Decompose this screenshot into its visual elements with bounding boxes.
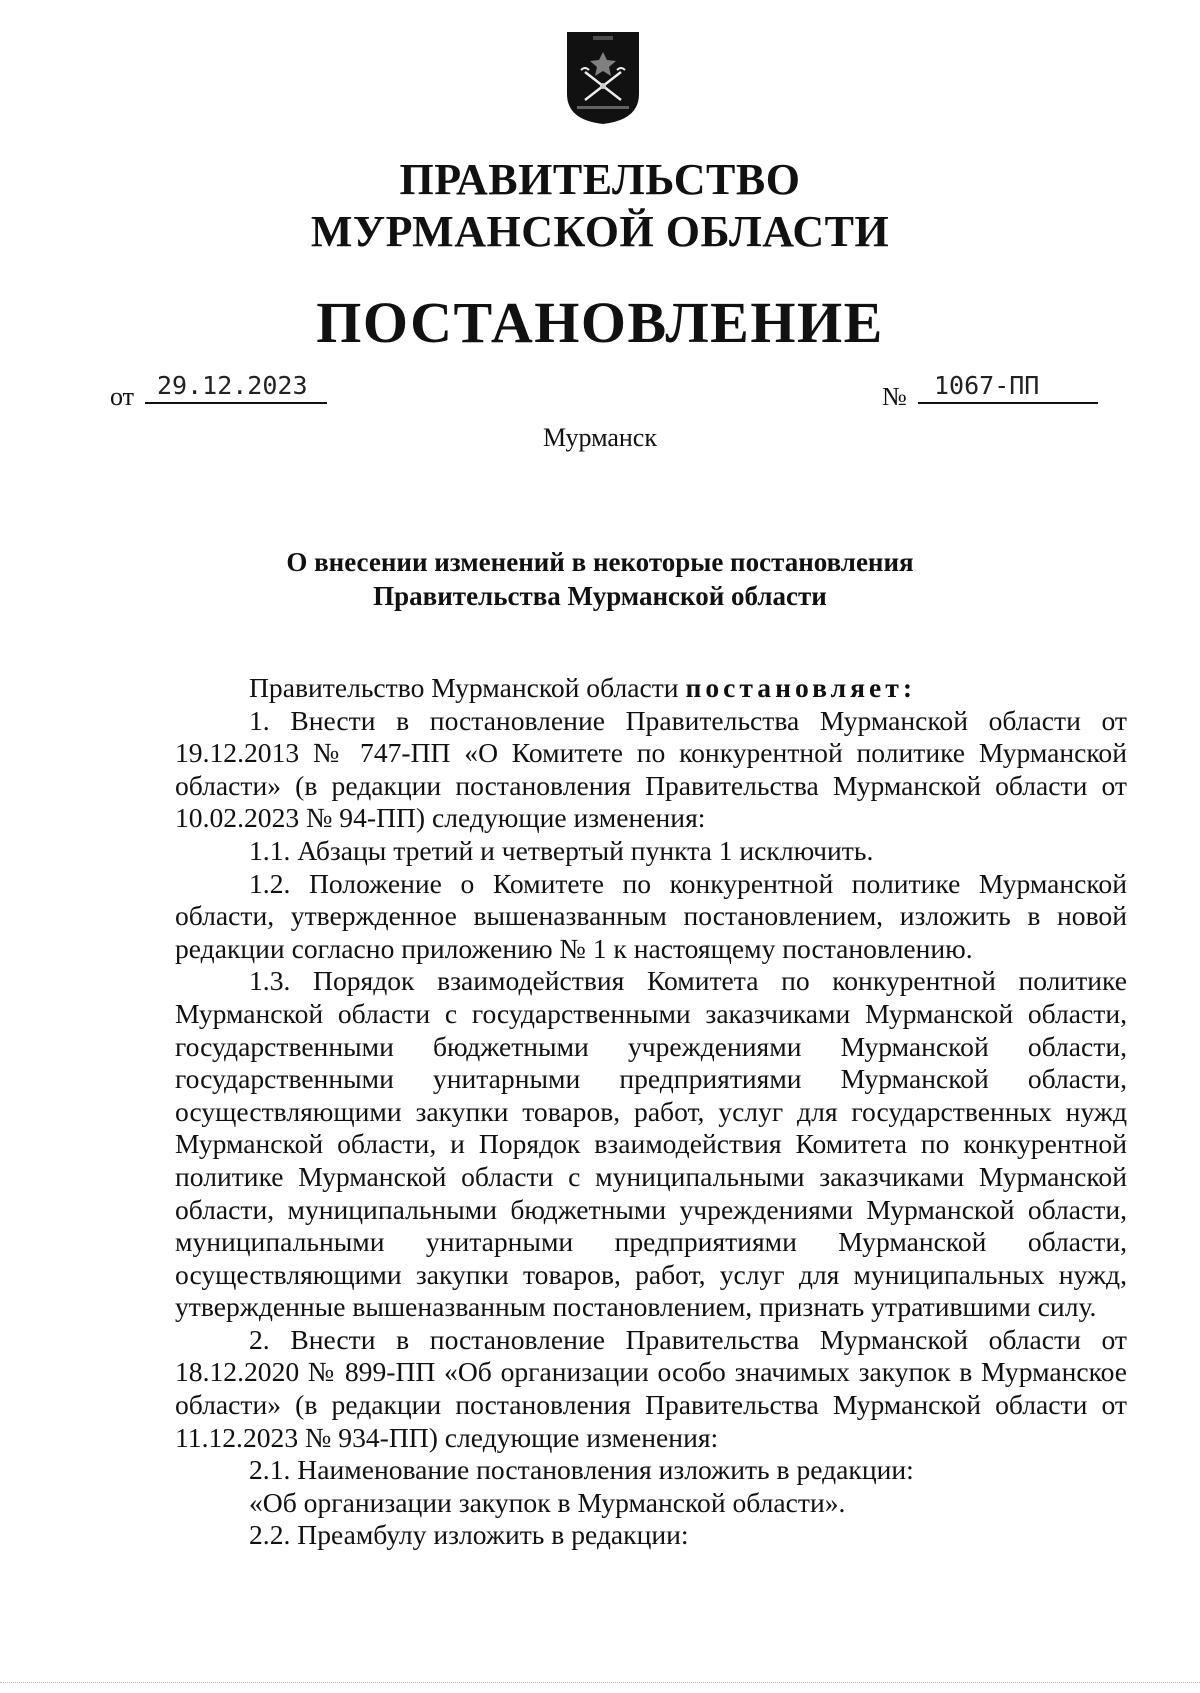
organization-name-line2: МУРМАНСКОЙ ОБЛАСТИ xyxy=(310,207,890,256)
paragraph-2-2: 2.2. Преамбулу изложить в редакции: xyxy=(249,1519,689,1551)
intro-paragraph xyxy=(175,672,1127,705)
date-label: от xyxy=(110,382,135,411)
document-date: 29.12.2023 xyxy=(145,368,327,404)
paragraph-1-3: 1.3. Порядок взаимодействия Комитета по конкурентной политике Мурманской области с государственными заказчиками Мурманской области, государственными бюджетными учреждениями Мурманской области, государственными унитарными предприятиями Мурманской области, осуществляющими закупки товаров, работ, услуг для государственных нужд Мурманской области, и Порядок взаимодействия Комитета по конкурентной политике Мурманской области с муниципальными заказчиками Мурманской области, муниципальными бюджетными учреждениями Мурманской области, муниципальными унитарными предприятиями Мурманской области, осуществляющими закупки товаров, работ, услуг для муниципальных нужд, утвержденные вышеназванным постановлением, признать утратившими силу. xyxy=(175,965,1127,1323)
paragraph-1-1: 1.1. Абзацы третий и четвертый пункта 1 исключить. xyxy=(249,834,874,866)
paragraph-2-1-quote: «Об организации закупок в Мурманской области». xyxy=(249,1486,846,1518)
coat-of-arms-emblem xyxy=(563,28,643,126)
intro-action: постановляет: xyxy=(685,672,917,703)
paragraph-1-2: 1.2. Положение о Комитете по конкурентной политике Мурманской области, утвержденное вышеназванным постановлением, изложить в новой редакции согласно приложению № 1 к настоящему постановлению. xyxy=(175,867,1127,964)
intro-prefix: Правительство Мурманской области xyxy=(249,672,686,703)
subject-line2: Правительства Мурманской области xyxy=(373,581,827,611)
number-label: № xyxy=(882,382,907,411)
organization-name-line1: ПРАВИТЕЛЬСТВО xyxy=(399,155,801,204)
document-type-title: ПОСТАНОВЛЕНИЕ xyxy=(316,290,884,355)
paragraph-2: 2. Внести в постановление Правительства Мурманской области от 18.12.2020 № 899-ПП «Об организации особо значимых закупок в Мурманское области» (в редакции постановления Правительства Мурманской области от 11.12.2023 № 934-ПП) следующие изменения: xyxy=(175,1323,1127,1453)
paragraph-2-1: 2.1. Наименование постановления изложить в редакции: xyxy=(249,1454,914,1486)
paragraph-1: 1. Внести в постановление Правительства Мурманской области от 19.12.2013 № 747-ПП «О Комитете по конкурентной политике Мурманской области» (в редакции постановления Правительства Мурманской области от 10.02.2023 № 94-ПП) следующие изменения: xyxy=(175,704,1127,834)
document-number: 1067-ПП xyxy=(918,368,1098,404)
document-body xyxy=(175,672,1127,1552)
subject-line1: О внесении изменений в некоторые постановления xyxy=(286,547,914,577)
scan-edge-divider xyxy=(0,1682,1200,1689)
city-name: Мурманск xyxy=(543,423,657,452)
